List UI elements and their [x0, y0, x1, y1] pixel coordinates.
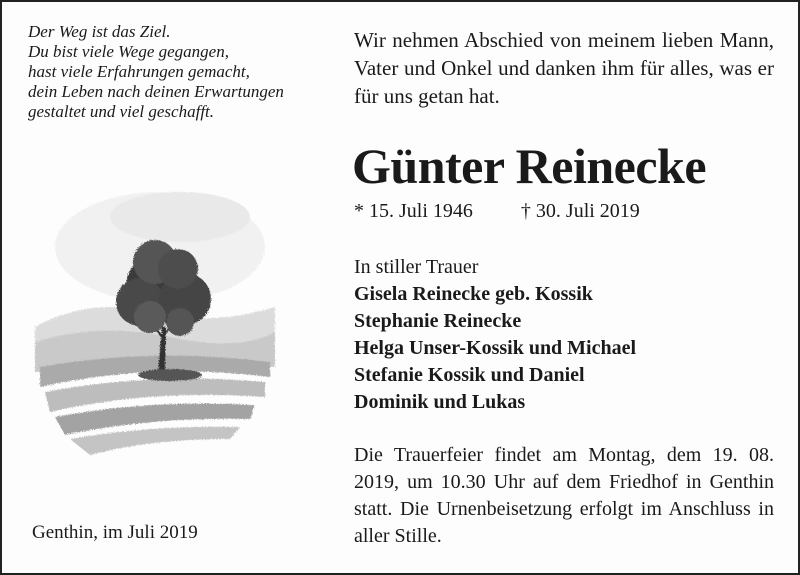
mourner-name: Stephanie Reinecke [354, 310, 522, 332]
death-date: † 30. Juli 2019 [520, 200, 640, 222]
deceased-name: Günter Reinecke [352, 138, 707, 194]
poem-line: dein Leben nach deinen Erwartungen [28, 82, 284, 101]
birth-date: * 15. Juli 1946 [354, 200, 473, 222]
poem-line: Du bist viele Wege gegangen, [28, 42, 229, 61]
poem [28, 22, 328, 122]
mourner-name: Dominik und Lukas [354, 391, 526, 413]
poem-line: gestaltet und viel geschafft. [28, 102, 215, 121]
mourner-name: Helga Unser-Kossik und Michael [354, 337, 637, 359]
poem-line: hast viele Erfahrungen gemacht, [28, 62, 250, 81]
place-date: Genthin, im Juli 2019 [32, 522, 198, 543]
funeral-info: Die Trauerfeier findet am Montag, dem 19. 08. 2019, um 10.30 Uhr auf dem Friedhof in Genthin statt. Die Urnenbeisetzung erfolgt im Anschluss in aller Stille. [354, 444, 774, 547]
intro-text: Wir nehmen Abschied von meinem lieben Mann, Vater und Onkel und danken ihm für alles, was er für uns getan hat. [354, 28, 774, 108]
mourners-heading: In stiller Trauer [354, 256, 479, 278]
mourner-name: Gisela Reinecke geb. Kossik [354, 283, 593, 305]
mourners [354, 254, 636, 416]
tree-illustration [30, 177, 280, 467]
mourner-name: Stefanie Kossik und Daniel [354, 364, 585, 386]
poem-line: Der Weg ist das Ziel. [28, 22, 171, 41]
life-dates [354, 200, 640, 223]
